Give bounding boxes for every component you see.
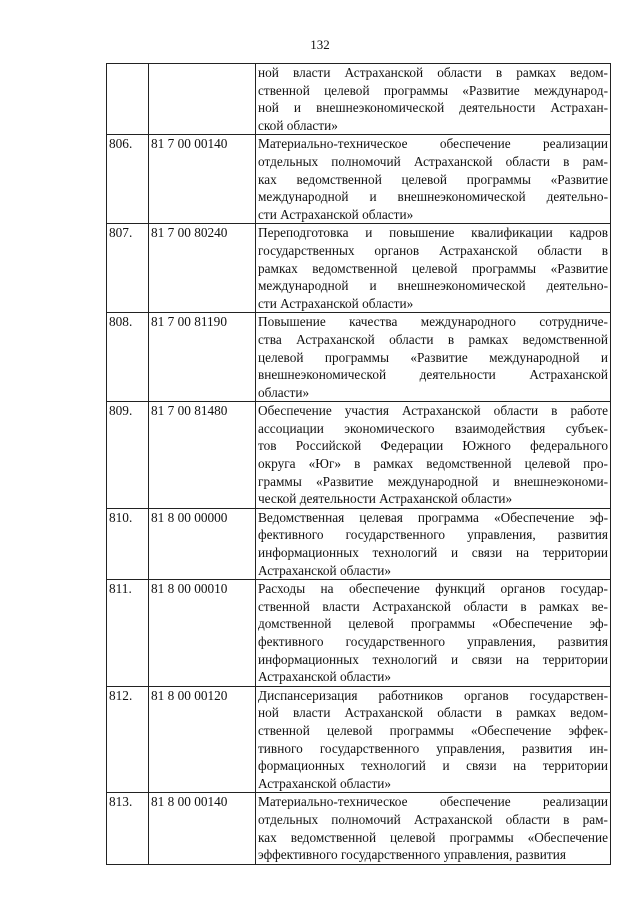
classification-code: 81 7 00 81190 [149, 313, 256, 402]
description-line: области» [258, 384, 310, 400]
description-line: информационных технологий и связи на территории [258, 545, 608, 561]
expense-description [256, 64, 611, 135]
description-line: сти Астраханской области» [258, 295, 414, 311]
row-number: 809. [107, 402, 149, 509]
classification-code [149, 64, 256, 135]
table-row [107, 508, 611, 579]
row-number: 812. [107, 686, 149, 793]
classification-code: 81 7 00 00140 [149, 135, 256, 224]
description-line: Диспансеризация работников органов государствен- [258, 687, 608, 703]
classification-code: 81 8 00 00120 [149, 686, 256, 793]
row-number: 807. [107, 224, 149, 313]
description-line: фективного государственного управления, развития [258, 527, 608, 543]
description-line: ной власти Астраханской области в рамках ведом- [258, 65, 608, 80]
description-line: ственной власти Астраханской области в рамках ве- [258, 598, 608, 614]
description-line: ной власти Астраханской области в рамках ведом- [258, 705, 608, 721]
description-line: Обеспечение участия Астраханской области в работе [258, 403, 608, 419]
description-line: Повышение качества международного сотрудниче- [258, 314, 608, 330]
table-row [107, 135, 611, 224]
classification-code: 81 8 00 00140 [149, 793, 256, 864]
description-line: Астраханской области» [258, 775, 392, 791]
row-number: 806. [107, 135, 149, 224]
description-line: внешнеэкономической деятельности Астраханской [258, 367, 608, 383]
budget-classification-table [106, 63, 611, 865]
description-line: ассоциации экономического взаимодействия субъек- [258, 420, 608, 436]
description-line: Расходы на обеспечение функций органов государ- [258, 581, 608, 597]
description-line: тивного государственного управления, развития ин- [258, 740, 608, 756]
row-number: 810. [107, 508, 149, 579]
description-line: международной и внешнеэкономической деятельно- [258, 278, 608, 294]
table-row [107, 64, 611, 135]
expense-description [256, 580, 611, 687]
description-line: домственной целевой программы «Обеспечение эф- [258, 616, 608, 632]
table-row [107, 402, 611, 509]
description-line: Материально-техническое обеспечение реализации [258, 136, 608, 152]
table-row [107, 313, 611, 402]
description-line: округа «Юг» в рамках ведомственной целевой про- [258, 456, 608, 472]
table-row [107, 686, 611, 793]
description-line: сти Астраханской области» [258, 206, 414, 222]
classification-code: 81 7 00 81480 [149, 402, 256, 509]
expense-description [256, 402, 611, 509]
description-line: Астраханской области» [258, 669, 392, 685]
description-line: Материально-техническое обеспечение реализации [258, 794, 608, 810]
description-line: ства Астраханской области в рамках ведомственной [258, 331, 608, 347]
expense-description [256, 224, 611, 313]
description-line: рамках ведомственной целевой программы «Развитие [258, 260, 608, 276]
expense-description [256, 686, 611, 793]
description-line: Астраханской области» [258, 562, 392, 578]
row-number: 813. [107, 793, 149, 864]
expense-description [256, 135, 611, 224]
description-line: Переподготовка и повышение квалификации кадров [258, 225, 608, 241]
description-line: ной и внешнеэкономической деятельности Астрахан- [258, 100, 608, 116]
table-body [107, 64, 611, 865]
row-number [107, 64, 149, 135]
description-line: отдельных полномочий Астраханской области в рам- [258, 811, 608, 827]
page-number: 132 [310, 37, 330, 52]
description-line: целевой программы «Развитие международной и [258, 349, 608, 365]
row-number: 811. [107, 580, 149, 687]
description-line: ческой деятельности Астраханской области» [258, 491, 513, 507]
description-line: формационных технологий и связи на территории [258, 758, 608, 774]
description-line: ской области» [258, 117, 338, 133]
expense-description [256, 793, 611, 864]
description-line: Ведомственная целевая программа «Обеспечение эф- [258, 509, 608, 525]
description-line: эффективного государственного управления, развития [258, 847, 566, 863]
description-line: международной и внешнеэкономической деятельно- [258, 189, 608, 205]
table-row [107, 224, 611, 313]
description-line: информационных технологий и связи на территории [258, 651, 608, 667]
table-row [107, 793, 611, 864]
expense-description [256, 508, 611, 579]
description-line: тов Российской Федерации Южного федерального [258, 438, 608, 454]
description-line: государственных органов Астраханской области в [258, 242, 608, 258]
description-line: фективного государственного управления, развития [258, 634, 608, 649]
description-line: ственной целевой программы «Обеспечение эффек- [258, 722, 608, 738]
row-number: 808. [107, 313, 149, 402]
description-line: ственной целевой программы «Развитие междунаpод- [258, 82, 608, 98]
classification-code: 81 8 00 00010 [149, 580, 256, 687]
description-line: отдельных полномочий Астраханской области в рам- [258, 153, 608, 169]
description-line: граммы «Развитие международной и внешнеэкономи- [258, 473, 608, 489]
classification-code: 81 8 00 00000 [149, 508, 256, 579]
classification-code: 81 7 00 80240 [149, 224, 256, 313]
table-row [107, 580, 611, 687]
description-line: ках ведомственной целевой программы «Развитие [258, 171, 608, 187]
description-line: ках ведомственной целевой программы «Обеспечение [258, 829, 608, 845]
expense-description [256, 313, 611, 402]
